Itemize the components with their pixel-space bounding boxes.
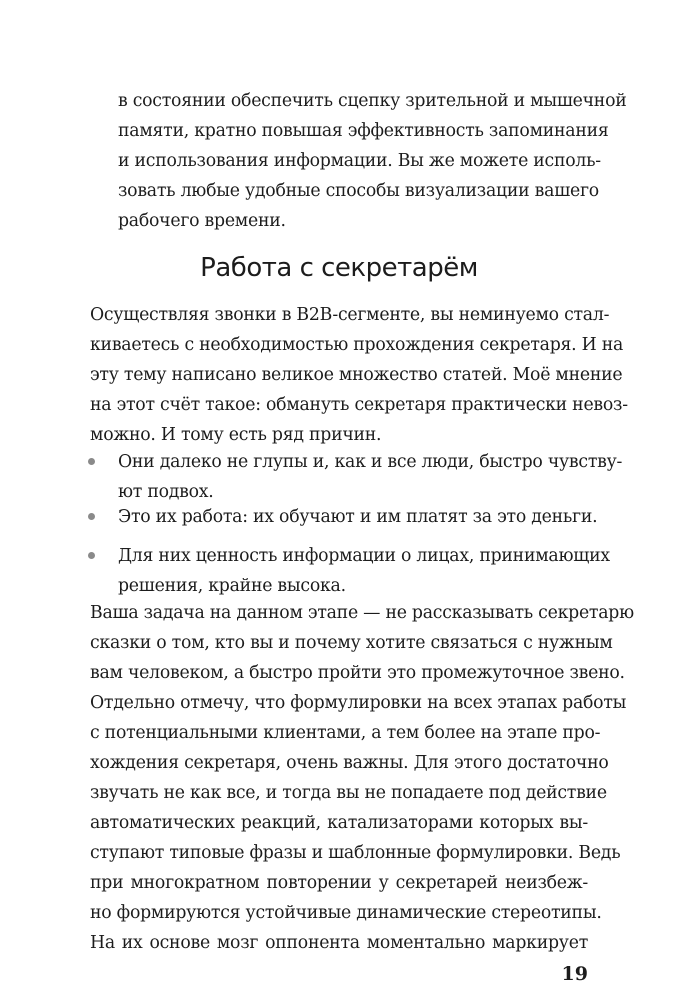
text-line: на этот счёт такое: обмануть секретаря практически невоз-: [90, 395, 628, 415]
text-line: вам человеком, а быстро пройти это промежуточное звено.: [90, 663, 625, 683]
text-line: в состоянии обеспечить сцепку зрительной и мышечной: [118, 91, 627, 111]
text-line: Отдельно отмечу, что формулировки на всех этапах работы: [90, 693, 627, 713]
text-line: Для них ценность информации о лицах, принимающих: [118, 546, 610, 566]
text-line: ступают типовые фразы и шаблонные формулировки. Ведь: [90, 843, 621, 863]
text-line: Ваша задача на данном этапе — не рассказывать секретарю: [90, 603, 634, 623]
text-line: можно. И тому есть ряд причин.: [90, 425, 382, 445]
text-line: эту тему написано великое множество статей. Моё мнение: [90, 365, 623, 385]
bullet-icon: [88, 513, 95, 520]
text-line: киваетесь с необходимостью прохождения секретаря. И на: [90, 335, 624, 355]
text-line: но формируются устойчивые динамические стереотипы.: [90, 903, 602, 923]
text-line: Они далеко не глупы и, как и все люди, быстро чувству-: [118, 452, 623, 472]
text-line: Это их работа: их обучают и им платят за это деньги.: [118, 507, 598, 527]
text-line: звучать не как все, и тогда вы не попадаете под действие: [90, 783, 607, 803]
text-line: автоматических реакций, катализаторами которых вы-: [90, 813, 588, 833]
text-line: и использования информации. Вы же можете исполь-: [118, 151, 601, 171]
text-line: рабочего времени.: [118, 211, 286, 231]
bullet-icon: [88, 458, 95, 465]
section-heading: Работа с секретарём: [200, 253, 478, 283]
text-line: сказки о том, кто вы и почему хотите связаться с нужным: [90, 633, 613, 653]
text-line: На их основе мозг оппонента моментально маркирует: [90, 933, 588, 953]
bullet-icon: [88, 552, 95, 559]
text-line: хождения секретаря, очень важны. Для этого достаточно: [90, 753, 609, 773]
text-line: памяти, кратно повышая эффективность запоминания: [118, 121, 609, 141]
text-line: при многократном повторении у секретарей неизбеж-: [90, 873, 588, 893]
text-line: с потенциальными клиентами, а тем более на этапе про-: [90, 723, 601, 743]
text-line: зовать любые удобные способы визуализации вашего: [118, 181, 599, 201]
text-line: Осуществляя звонки в B2B-сегменте, вы неминуемо стал-: [90, 305, 610, 325]
text-line: ют подвох.: [118, 482, 214, 502]
text-line: решения, крайне высока.: [118, 576, 346, 596]
page-number: 19: [561, 963, 588, 985]
